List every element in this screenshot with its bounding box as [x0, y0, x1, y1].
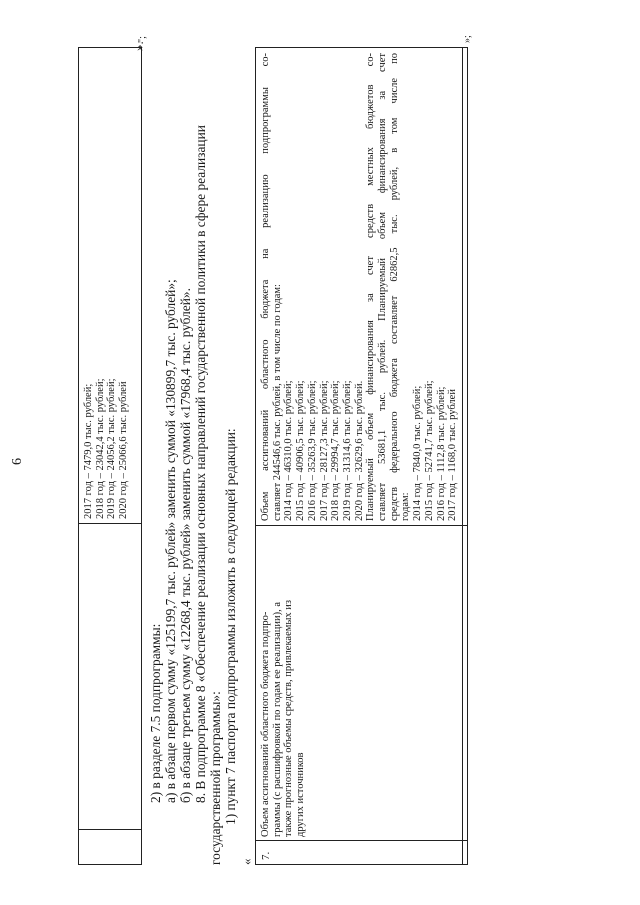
- page-number: 6: [10, 458, 25, 465]
- lower-table-value-line: 2017 год – 1168,0 тыс. рублей: [447, 389, 459, 521]
- lower-table-value-line: Планируемый объем финансирования за счет средств местных бюджетов со-: [365, 53, 377, 521]
- lower-table-value-line: 2016 год – 1112,8 тыс. рублей;: [435, 386, 447, 521]
- upper-table-closing-mark: ";: [137, 36, 148, 43]
- lower-table-value-line: 2019 год – 31314,6 тыс. рублей;: [341, 380, 353, 521]
- lower-table-closing-mark: »;: [462, 35, 473, 43]
- lower-table-label-cell: [260, 531, 307, 837]
- upper-table-column-divider-2: [79, 523, 141, 524]
- upper-table: [78, 47, 142, 865]
- body-line-5: государственной программы»:: [208, 691, 223, 865]
- body-line-6: 1) пункт 7 паспорта подпрограммы изложить в следующей редакции:: [223, 428, 238, 825]
- upper-table-row: 2019 год – 24056,2 тыс. рублей;: [106, 378, 118, 519]
- lower-table-label-line: Объем ассигнований областного бюджета подпро-: [260, 611, 271, 837]
- body-line-4: 8. В подпрограмме 8 «Обеспечение реализации основных направлений государственной политики в сфере реализации: [193, 125, 208, 803]
- lower-table-value-line: ставляет 53681,1 тыс. рублей. Планируемый объем финансирования за счет: [377, 53, 389, 521]
- lower-table-value-cell: [260, 53, 459, 521]
- lower-table-label-line: граммы (с расшифровкой по годам ее реализации), а: [271, 602, 283, 837]
- body-line-1: 2) в разделе 7.5 подпрограммы:: [148, 623, 163, 803]
- lower-table-value-line: средств федерального бюджета составляет 62862,5 тыс. рублей, в том числе по: [388, 53, 400, 521]
- lower-table: [255, 47, 468, 865]
- upper-table-row: 2020 год – 25066,6 тыс. рублей: [118, 381, 130, 519]
- lower-table-label-line: также прогнозные объемы средств, привлекаемых из: [283, 599, 295, 837]
- lower-table-column-divider-2: [256, 525, 467, 526]
- lower-table-label-line: других источников: [295, 752, 307, 837]
- upper-table-row: 2017 год – 7479,0 тыс. рублей;: [83, 383, 94, 519]
- lower-table-opening-quote: «: [239, 858, 254, 865]
- upper-table-row: 2018 год – 23042,4 тыс. рублей;: [94, 378, 106, 519]
- lower-table-column-divider-1: [256, 840, 467, 841]
- upper-table-value-cell: [83, 59, 130, 519]
- lower-table-value-line: Объем ассигнований областного бюджета на реализацию подпрограммы со-: [260, 53, 271, 521]
- lower-table-value-line: 2018 год – 29994,7 тыс. рублей;: [330, 380, 342, 521]
- lower-table-value-line: 2014 год – 7840,0 тыс. рублей;: [412, 385, 424, 521]
- lower-table-value-line: 2017 год – 28127,3 тыс. рублей;: [318, 380, 330, 521]
- lower-table-row-number: 7.: [260, 851, 272, 860]
- lower-table-value-line: 2016 год – 35263,9 тыс. рублей;: [306, 380, 318, 521]
- lower-table-value-line: 2015 год – 52741,7 тыс. рублей;: [423, 380, 435, 521]
- lower-table-value-line: ставляет 244546,6 тыс. рублей, в том числе по годам:: [271, 284, 283, 521]
- lower-table-value-line: 2015 год – 40906,5 тыс. рублей;: [295, 380, 307, 521]
- upper-table-column-divider-1: [79, 829, 141, 830]
- lower-table-value-line: годам:: [400, 492, 412, 521]
- lower-table-bottom-rule: [462, 48, 463, 864]
- upper-table-closing-quote: ».: [131, 41, 146, 51]
- body-line-2: а) в абзаце первом сумму «125199,7 тыс. рублей» заменить суммой «130899,7 тыс. рублей»;: [163, 279, 178, 803]
- lower-table-value-line: 2014 год – 46310,0 тыс. рублей;: [283, 380, 295, 521]
- lower-table-value-line: 2020 год – 32629,6 тыс. рублей.: [353, 380, 365, 521]
- body-line-3: б) в абзаце третьем сумму «12268,4 тыс. рублей» заменить суммой «17968,4 тыс. рублей».: [178, 288, 193, 803]
